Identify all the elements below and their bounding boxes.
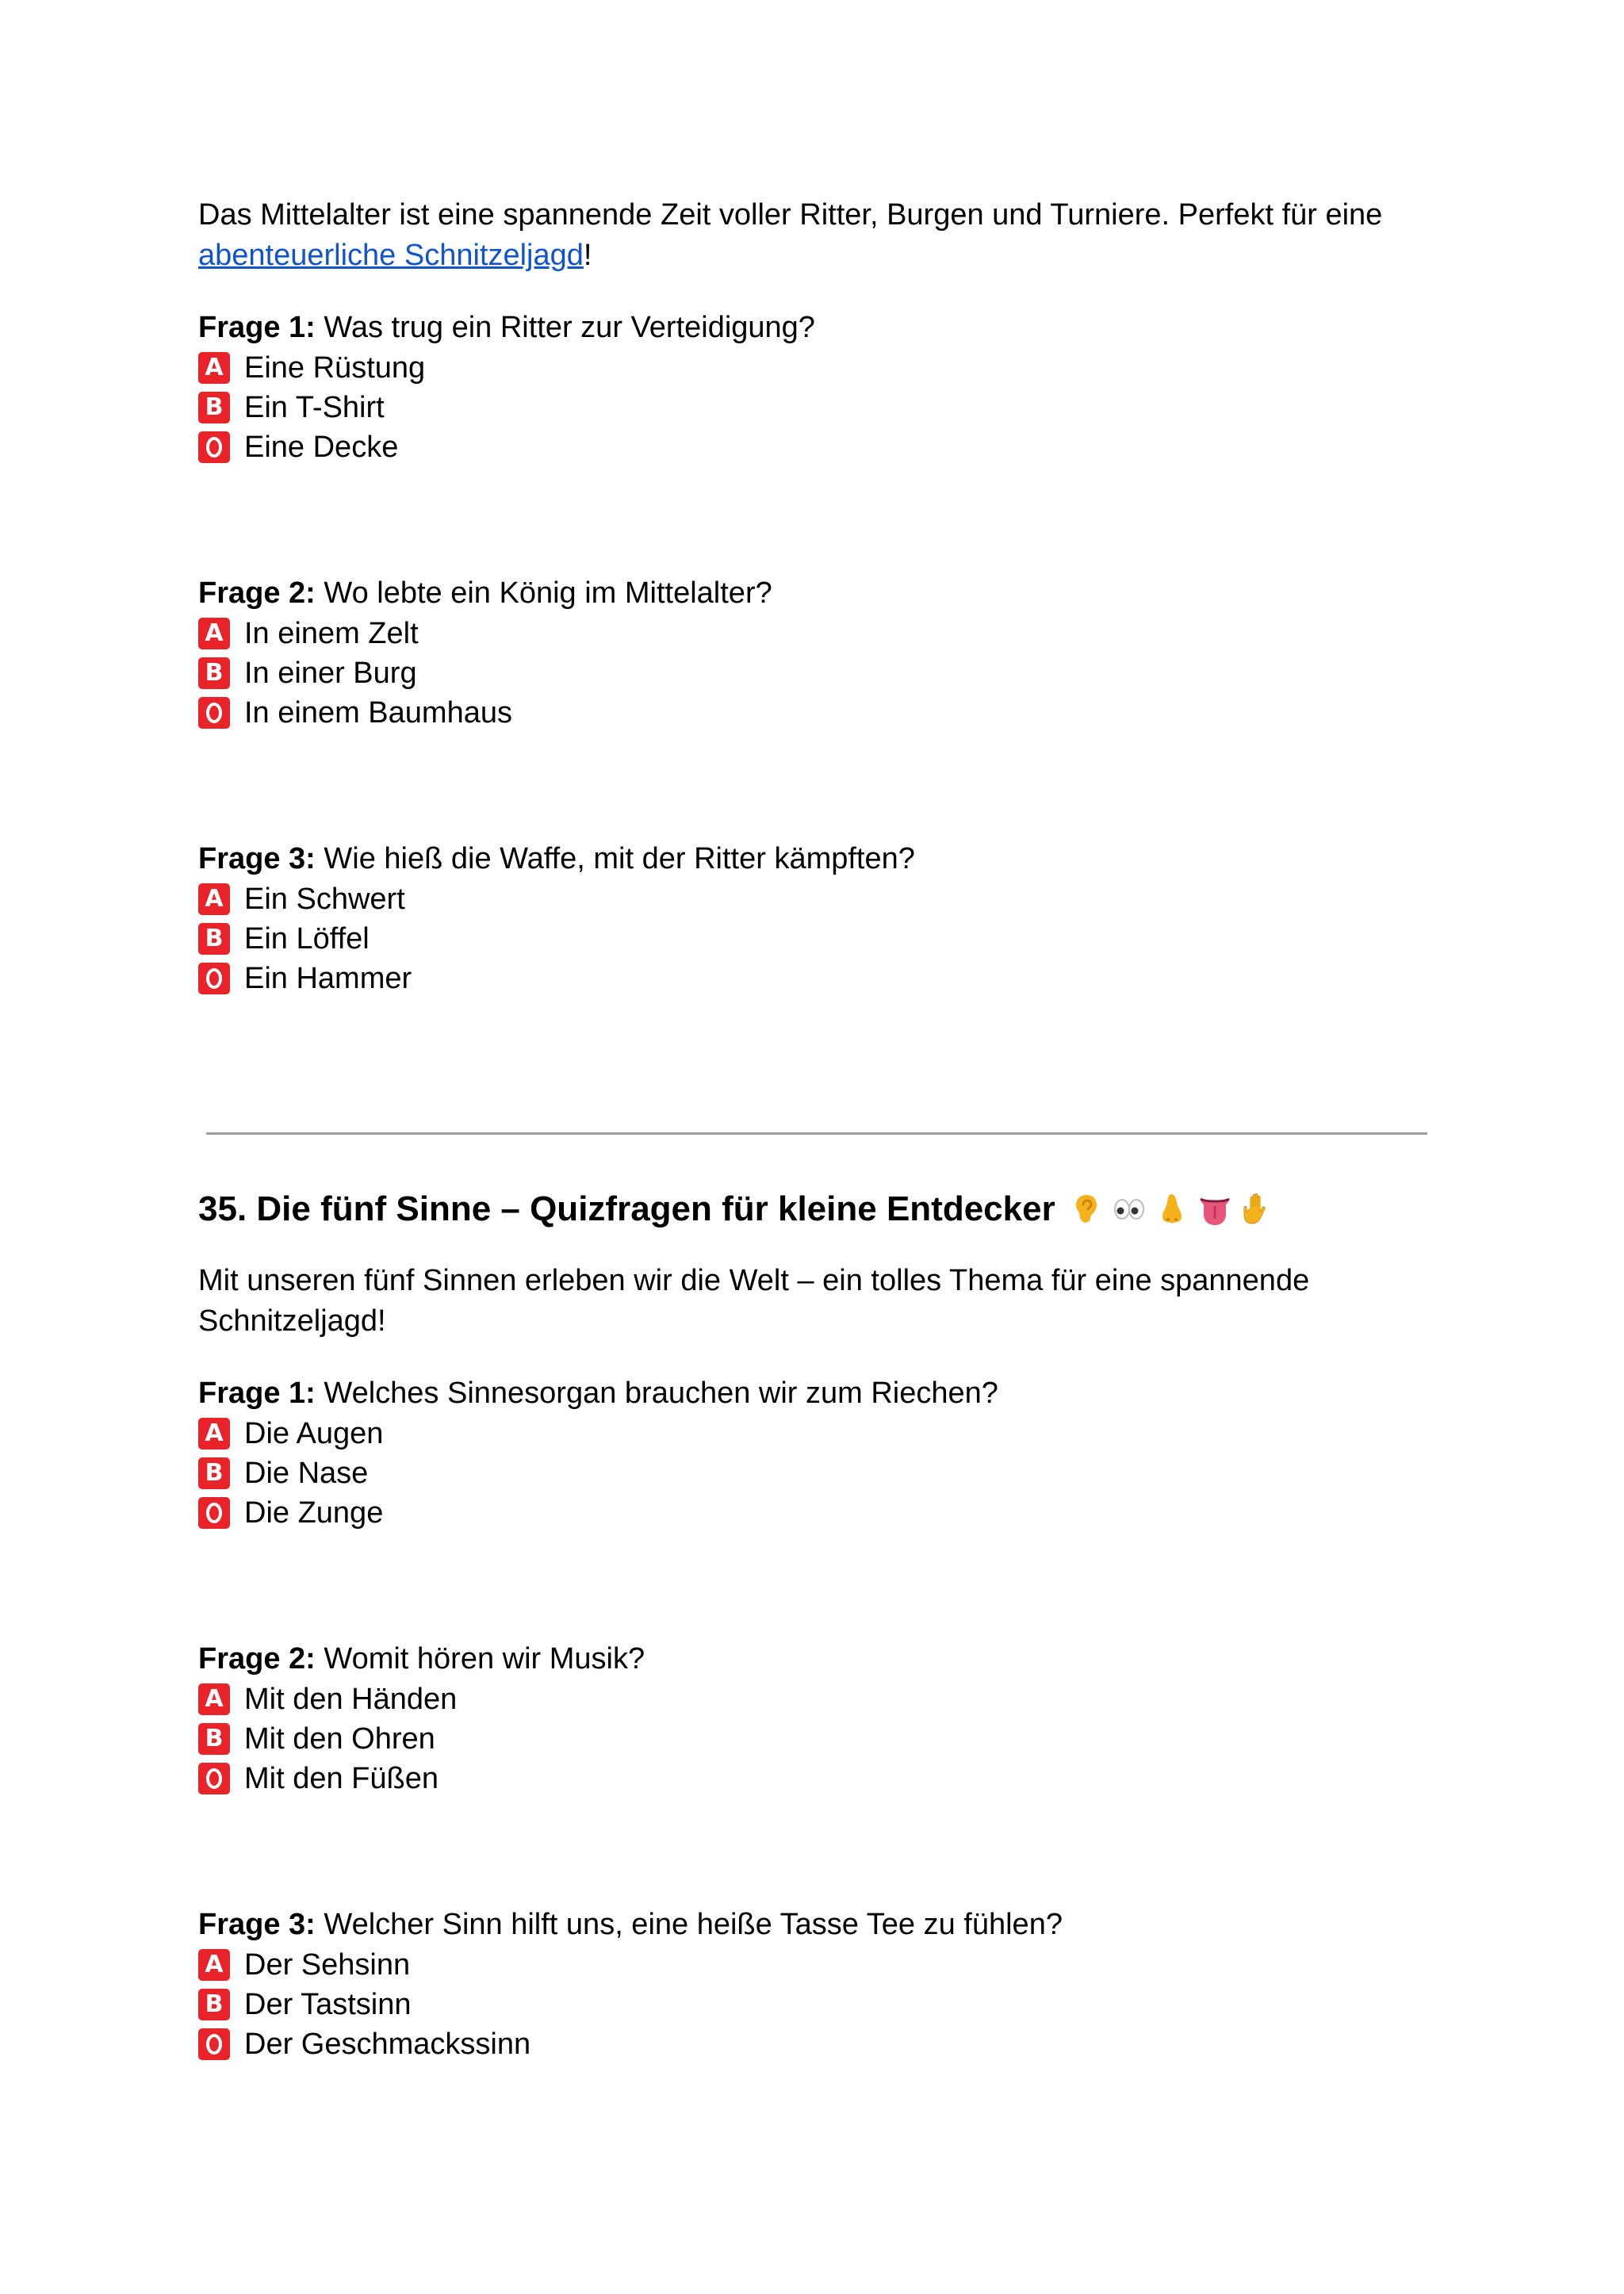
option-label: Mit den Händen (244, 1683, 458, 1716)
b-button-icon: B (198, 1989, 230, 2020)
option-label: Eine Rüstung (244, 351, 426, 385)
section-heading-text: 35. Die fünf Sinne – Quizfragen für kleine Entdecker (198, 1189, 1055, 1228)
question-text (198, 1905, 1435, 1945)
option-label: Die Augen (244, 1417, 384, 1450)
option-label: Ein Schwert (244, 883, 405, 916)
question-body: Womit hören wir Musik? (315, 1642, 645, 1676)
raised-hand-icon (1239, 1191, 1276, 1227)
b-button-icon: B (198, 392, 230, 423)
a-button-icon: A (198, 1683, 230, 1715)
a-button-icon: A (198, 1418, 230, 1450)
senses-emoji-row (1068, 1191, 1276, 1227)
question-label: Frage 3: (198, 1908, 316, 1941)
question-text (198, 308, 1435, 348)
option-o[interactable] (198, 693, 1435, 733)
question-body: Welcher Sinn hilft uns, eine heiße Tasse Tee zu fühlen? (315, 1908, 1063, 1941)
option-o[interactable] (198, 2024, 1435, 2064)
option-label: Ein T-Shirt (244, 391, 385, 424)
question-text (198, 839, 1435, 879)
b-button-icon: B (198, 1457, 230, 1489)
option-b[interactable] (198, 919, 1435, 959)
o-button-icon (198, 2028, 230, 2060)
question-label: Frage 2: (198, 576, 316, 610)
s2-question-3 (198, 1905, 1435, 2064)
question-text (198, 1373, 1435, 1414)
s2-question-2 (198, 1639, 1435, 1798)
option-o[interactable] (198, 1493, 1435, 1533)
intro-paragraph (198, 195, 1435, 276)
option-o[interactable] (198, 959, 1435, 998)
option-label: Die Nase (244, 1457, 369, 1490)
intro-paragraph (198, 1261, 1435, 1342)
question-text (198, 1639, 1435, 1679)
question-label: Frage 1: (198, 311, 316, 344)
s1-question-2 (198, 573, 1435, 733)
section2-header (198, 1185, 1435, 1233)
question-body: Welches Sinnesorgan brauchen wir zum Riechen? (315, 1377, 998, 1410)
o-button-icon (198, 697, 230, 729)
option-label: Der Sehsinn (244, 1948, 411, 1982)
option-a[interactable] (198, 614, 1435, 653)
b-button-icon: B (198, 657, 230, 689)
o-button-icon (198, 431, 230, 463)
question-body: Wie hieß die Waffe, mit der Ritter kämpften? (315, 842, 915, 875)
a-button-icon: A (198, 1949, 230, 1981)
question-label: Frage 1: (198, 1377, 316, 1410)
option-label: In einem Baumhaus (244, 696, 512, 730)
s1-question-1 (198, 308, 1435, 467)
section2-intro (198, 1261, 1435, 1342)
ear-icon (1068, 1191, 1105, 1227)
horizontal-divider (206, 1132, 1427, 1135)
eyes-icon (1111, 1191, 1147, 1227)
option-b[interactable] (198, 1719, 1435, 1759)
option-b[interactable] (198, 388, 1435, 427)
question-body: Was trug ein Ritter zur Verteidigung? (315, 311, 815, 344)
section-heading (198, 1185, 1435, 1233)
option-label: Mit den Ohren (244, 1722, 435, 1756)
nose-icon (1154, 1191, 1190, 1227)
b-button-icon: B (198, 1723, 230, 1755)
option-a[interactable] (198, 1945, 1435, 1985)
question-body: Wo lebte ein König im Mittelalter? (315, 576, 772, 610)
option-label: Mit den Füßen (244, 1762, 439, 1795)
intro-line-2: Schnitzeljagd! (198, 1304, 386, 1338)
option-a[interactable] (198, 348, 1435, 388)
option-b[interactable] (198, 1453, 1435, 1493)
a-button-icon: A (198, 883, 230, 915)
intro-end: ! (583, 239, 592, 272)
intro-line-1: Mit unseren fünf Sinnen erleben wir die Welt – ein tolles Thema für eine spannende (198, 1264, 1310, 1297)
o-button-icon (198, 1497, 230, 1529)
schnitzeljagd-link[interactable]: abenteuerliche Schnitzeljagd (198, 239, 584, 272)
option-b[interactable] (198, 1985, 1435, 2024)
option-o[interactable] (198, 1759, 1435, 1798)
option-label: Der Tastsinn (244, 1988, 412, 2021)
option-a[interactable] (198, 879, 1435, 919)
intro-text: Das Mittelalter ist eine spannende Zeit voller Ritter, Burgen und Turniere. Perfekt für eine (198, 198, 1383, 232)
tongue-icon (1197, 1191, 1233, 1227)
s1-question-3 (198, 839, 1435, 998)
option-label: In einer Burg (244, 657, 417, 690)
option-label: Ein Hammer (244, 962, 412, 995)
option-o[interactable] (198, 427, 1435, 467)
a-button-icon: A (198, 352, 230, 384)
option-a[interactable] (198, 1679, 1435, 1719)
o-button-icon (198, 963, 230, 994)
question-label: Frage 2: (198, 1642, 316, 1676)
option-label: Eine Decke (244, 431, 399, 464)
a-button-icon: A (198, 618, 230, 649)
o-button-icon (198, 1763, 230, 1794)
b-button-icon: B (198, 923, 230, 955)
question-label: Frage 3: (198, 842, 316, 875)
option-label: Die Zunge (244, 1496, 384, 1530)
section1-intro (198, 195, 1435, 276)
option-b[interactable] (198, 653, 1435, 693)
option-label: Der Geschmackssinn (244, 2028, 531, 2061)
s2-question-1 (198, 1373, 1435, 1533)
option-label: In einem Zelt (244, 617, 419, 650)
option-a[interactable] (198, 1414, 1435, 1453)
option-label: Ein Löffel (244, 922, 370, 956)
question-text (198, 573, 1435, 614)
